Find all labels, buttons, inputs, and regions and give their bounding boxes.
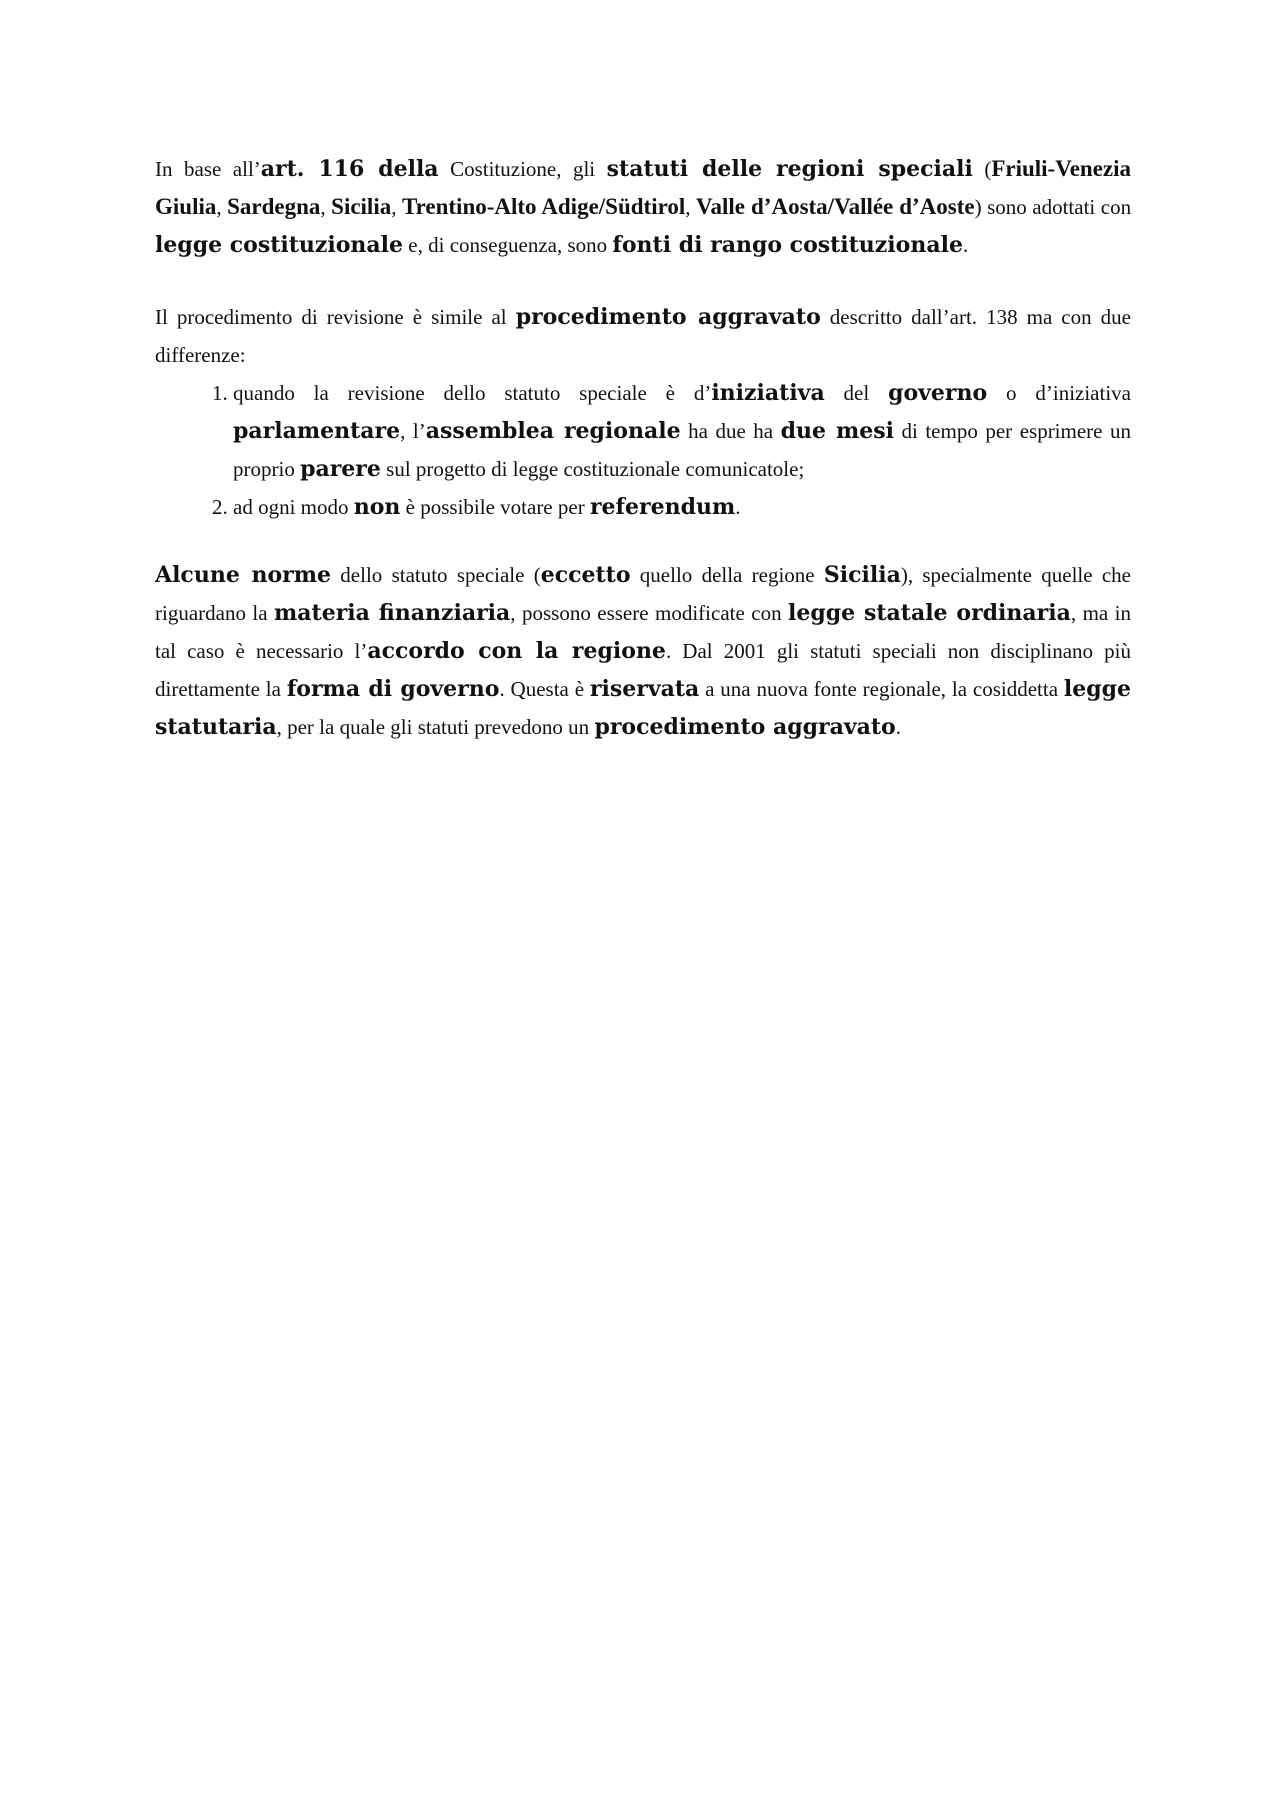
text: . Dal 2001 gli statuti speciali non disciplinano più direttamente la	[155, 639, 1131, 701]
paragraph-statuti-speciali	[155, 150, 1131, 264]
text: Costituzione, gli	[438, 157, 607, 181]
paragraph-norme-modificabili	[155, 556, 1131, 746]
text: , possono essere modificate con	[510, 601, 789, 625]
paragraph-procedimento-revisione	[155, 298, 1131, 374]
bold-term: Sicilia	[823, 562, 901, 588]
bold-term: Valle d’Aosta/Vallée d’Aoste	[696, 194, 975, 219]
text: quando la revisione dello statuto speciale è d’	[233, 381, 712, 405]
bold-term: forma di governo	[286, 676, 500, 702]
text: e, di conseguenza, sono	[403, 233, 613, 257]
text: ), specialmente quelle che riguardano la	[155, 563, 1131, 625]
bold-term: Sardegna	[227, 194, 321, 219]
bold-term: non	[353, 494, 401, 520]
text: , l’	[400, 419, 426, 443]
text: .	[735, 495, 741, 519]
text: , ma in tal caso è necessario l’	[155, 601, 1131, 663]
bold-term: Trentino-Alto Adige/Südtirol	[401, 194, 686, 219]
bold-term: legge costituzionale	[155, 232, 404, 258]
bold-term: art. 116 della	[260, 156, 439, 182]
bold-term: accordo con la regione	[367, 638, 666, 664]
bold-term: statuti delle regioni speciali	[606, 156, 973, 182]
text: dello statuto speciale (	[331, 563, 541, 587]
text: .	[895, 715, 901, 739]
text: quello della regione	[630, 563, 824, 587]
text: Il procedimento di revisione è simile al	[155, 305, 516, 329]
bold-term: Alcune norme	[155, 562, 332, 588]
bold-term: Sicilia	[331, 194, 392, 219]
text: ad ogni modo	[233, 495, 354, 519]
text: In base all’	[155, 157, 261, 181]
bold-term: legge statale ordinaria	[788, 600, 1071, 626]
text: (	[972, 157, 992, 181]
bold-term: parlamentare	[233, 418, 401, 444]
document-page	[155, 150, 1131, 746]
text: ,	[320, 195, 332, 219]
list-item	[233, 488, 1131, 526]
text: ,	[685, 195, 697, 219]
bold-term: materia finanziaria	[274, 600, 511, 626]
text: .	[962, 233, 969, 257]
text: , per la quale gli statuti prevedono un	[276, 715, 595, 739]
bold-term: riservata	[589, 676, 700, 702]
text: sul progetto di legge costituzionale comunicatole;	[380, 457, 805, 481]
text: ,	[216, 195, 228, 219]
bold-term: assemblea regionale	[425, 418, 681, 444]
bold-term: procedimento aggravato	[515, 304, 821, 330]
bold-term: governo	[888, 380, 988, 406]
bold-term: eccetto	[540, 562, 631, 588]
bold-term: Friuli-Venezia Giulia	[155, 156, 1131, 219]
differences-list	[155, 374, 1131, 526]
bold-term: fonti di rango costituzionale	[612, 232, 963, 258]
text: . Questa è	[499, 677, 590, 701]
text: è possibile votare per	[400, 495, 590, 519]
text: o d’iniziativa	[987, 381, 1131, 405]
bold-term: legge statutaria	[155, 676, 1132, 740]
text: del	[824, 381, 889, 405]
text: a una nuova fonte regionale, la cosiddetta	[699, 677, 1064, 701]
text: descritto dall’art. 138 ma con due differenze:	[155, 305, 1131, 367]
text: ,	[391, 195, 402, 219]
bold-term: procedimento aggravato	[594, 714, 896, 740]
text: ) sono adottati con	[974, 195, 1132, 219]
bold-term: iniziativa	[711, 380, 825, 406]
bold-term: due mesi	[780, 418, 894, 444]
text: ha due ha	[680, 419, 781, 443]
list-item	[233, 374, 1131, 488]
text: di tempo per esprimere un proprio	[233, 419, 1132, 481]
bold-term: parere	[300, 456, 381, 482]
bold-term: referendum	[589, 494, 736, 520]
